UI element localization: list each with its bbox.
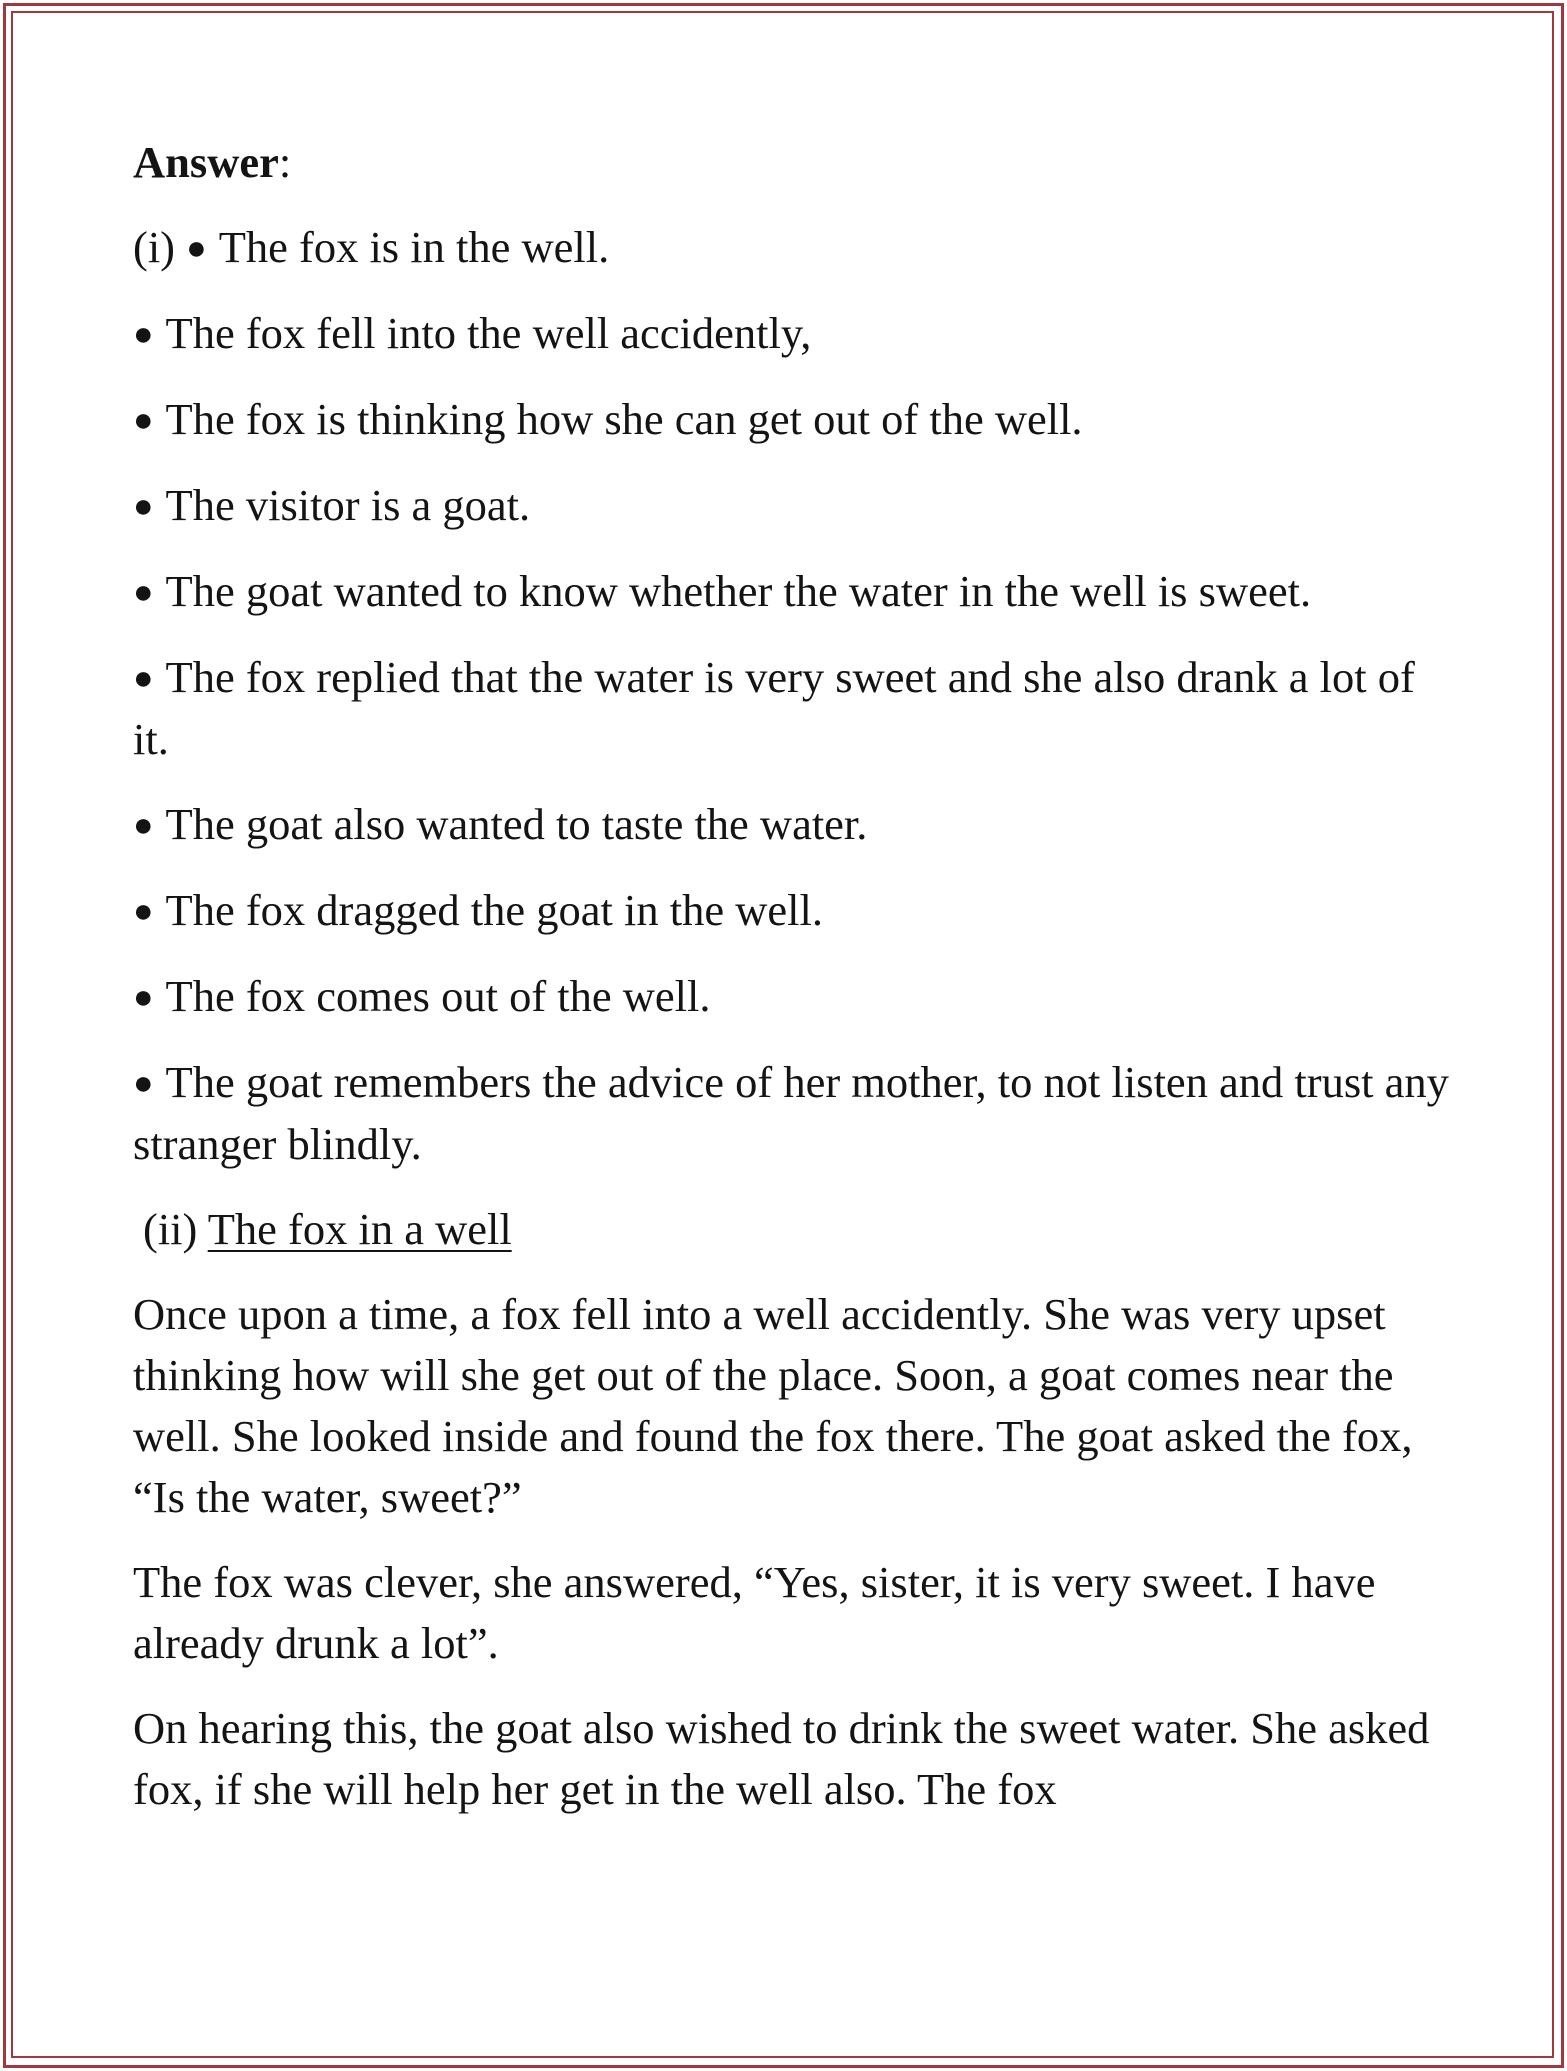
bullet-icon: ●	[133, 316, 154, 353]
bullet-icon: ●	[133, 893, 154, 930]
bullet-item	[133, 966, 1453, 1028]
answer-heading-colon: :	[278, 137, 292, 187]
story-paragraph: On hearing this, the goat also wished to drink the sweet water. She asked fox, if she will help her get in the well also. The fox	[133, 1703, 1430, 1814]
bullet-icon: ●	[133, 574, 154, 611]
part2-label: (ii)	[143, 1204, 198, 1254]
bullet-icon: ●	[133, 979, 154, 1016]
bullet-item	[133, 1052, 1453, 1175]
bullet-item	[133, 303, 1453, 365]
bullet-item-text: The goat also wanted to taste the water.	[165, 799, 868, 849]
story-title: The fox in a well	[207, 1204, 512, 1254]
answer-heading-label: Answer	[133, 137, 279, 187]
answer-heading	[133, 132, 1453, 193]
bullet-item-text: The fox dragged the goat in the well.	[165, 885, 823, 935]
bullet-item	[133, 389, 1453, 451]
bullet-item	[133, 794, 1453, 856]
bullet-item-text: The fox is thinking how she can get out of the well.	[165, 394, 1083, 444]
bullet-item	[133, 880, 1453, 942]
part2-heading	[133, 1199, 1453, 1260]
bullet-icon: ●	[186, 230, 207, 267]
bullet-item-text: The fox is in the well.	[218, 222, 610, 272]
bullet-item	[133, 217, 1453, 279]
bullet-item	[133, 561, 1453, 623]
bullet-icon: ●	[133, 402, 154, 439]
story-paragraph: The fox was clever, she answered, “Yes, sister, it is very sweet. I have already drunk a lot”.	[133, 1557, 1376, 1668]
bullet-item	[133, 475, 1453, 537]
bullet-item-text: The fox replied that the water is very sweet and she also drank a lot of it.	[133, 652, 1415, 764]
bullet-item-text: The fox fell into the well accidently,	[165, 308, 812, 358]
bullet-icon: ●	[133, 660, 154, 697]
part1-label: (i)	[133, 222, 176, 272]
bullet-icon: ●	[133, 807, 154, 844]
story-paragraph: Once upon a time, a fox fell into a well accidently. She was very upset thinking how will she get out of the place. Soon, a goat comes near the well. She looked inside and found the fox there. The goat asked the fox, “Is the water, sweet?”	[133, 1289, 1413, 1522]
bullet-icon: ●	[133, 488, 154, 525]
bullet-item-text: The visitor is a goat.	[165, 480, 531, 530]
bullet-item-text: The goat remembers the advice of her mother, to not listen and trust any stranger blindly.	[133, 1057, 1449, 1169]
bullet-icon: ●	[133, 1065, 154, 1102]
answer-content	[133, 132, 1453, 1844]
bullet-item-text: The goat wanted to know whether the water in the well is sweet.	[165, 566, 1312, 616]
bullet-item-text: The fox comes out of the well.	[165, 971, 711, 1021]
bullet-item	[133, 647, 1453, 770]
